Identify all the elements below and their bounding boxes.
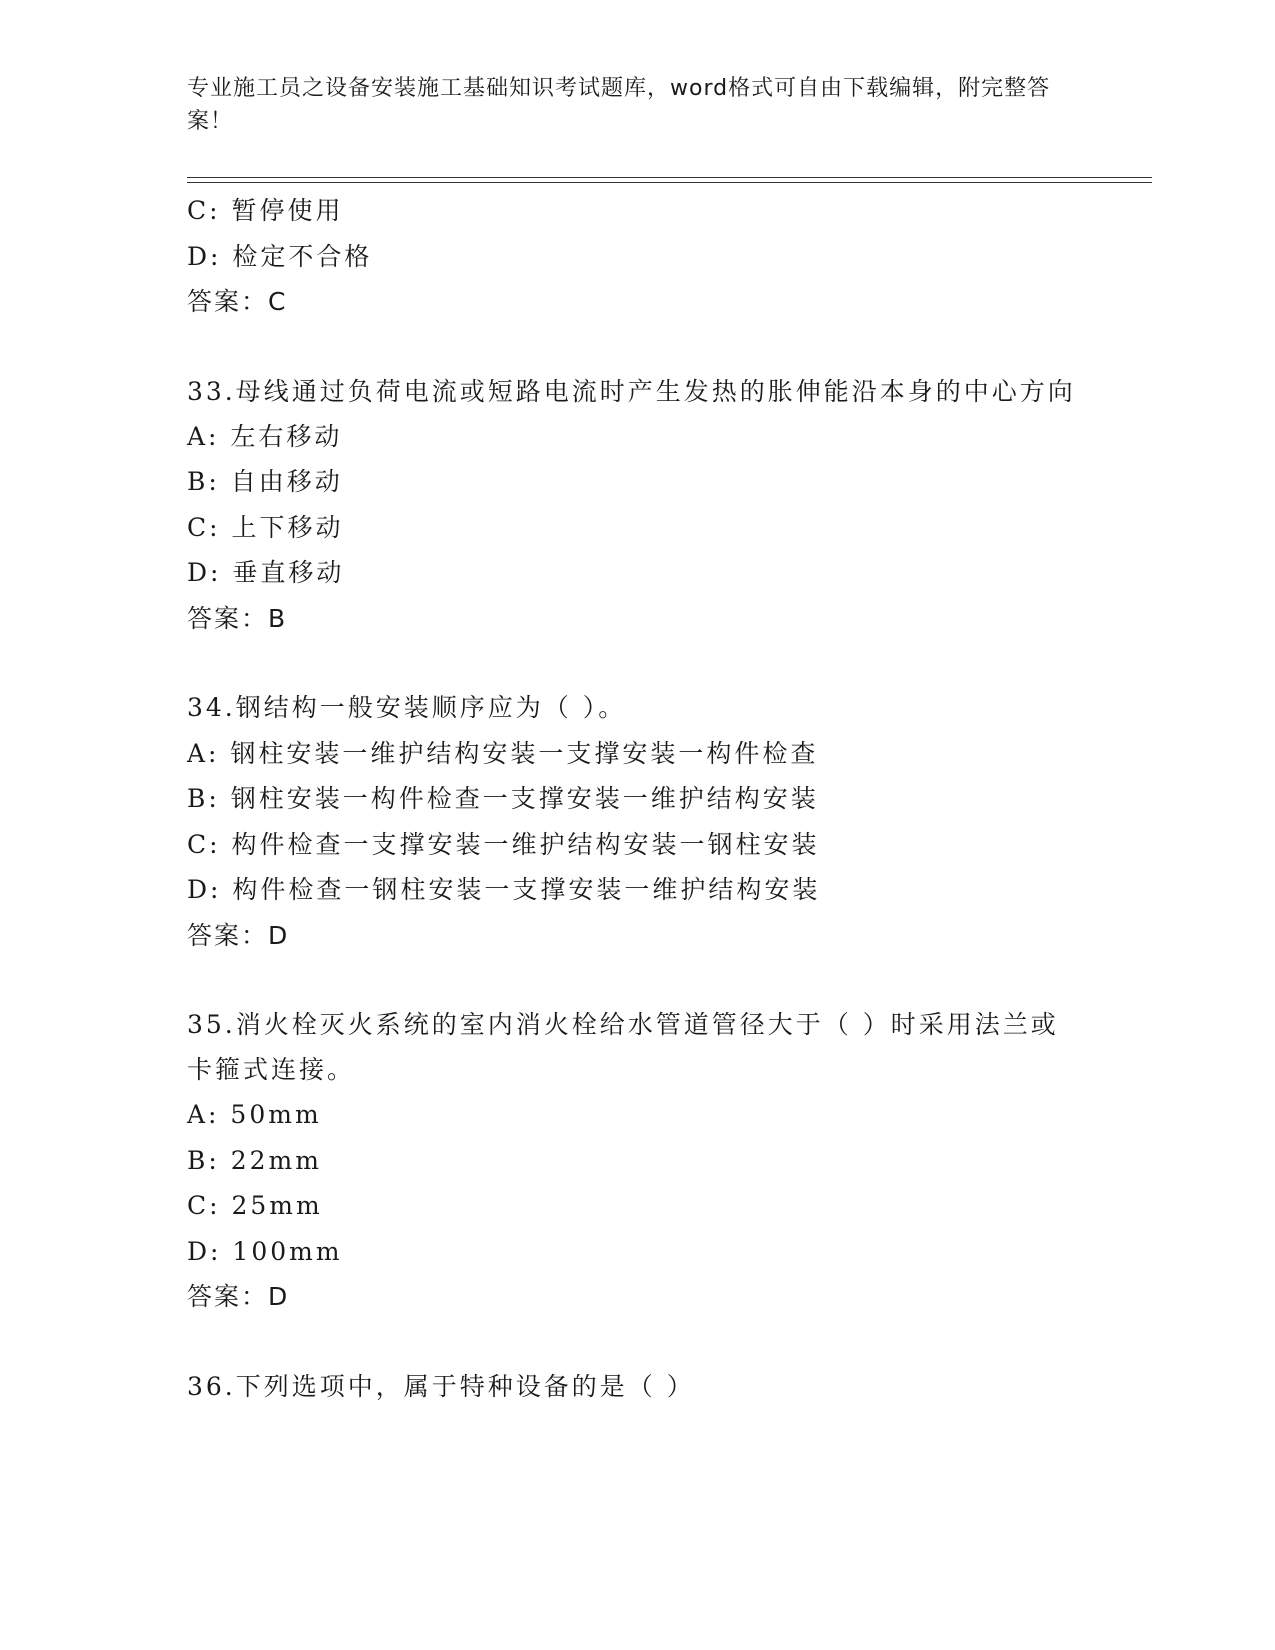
spacer [187,641,1087,685]
question-32 [187,188,1087,325]
question-35 [187,1002,1087,1320]
question-33 [187,369,1087,642]
question-36 [187,1364,1087,1410]
spacer [187,958,1087,1002]
option-d: D: 垂直移动 [187,558,345,587]
option-c: C: 暂停使用 [187,196,344,225]
question-text: 36.下列选项中，属于特种设备的是（ ） [187,1371,695,1401]
answer: 答案：D [187,1282,290,1311]
option-d: D: 检定不合格 [187,241,373,271]
answer: 答案：B [187,603,288,633]
option-c: C: 25mm [187,1191,323,1220]
option-a: A: 钢柱安装一维护结构安装一支撑安装一构件检查 [187,738,819,768]
question-34 [187,685,1087,958]
question-text: 33.母线通过负荷电流或短路电流时产生发热的胀伸能沿本身的中心方向 [187,376,1076,406]
option-d: D: 构件检查一钢柱安装一支撑安装一维护结构安装 [187,875,821,904]
answer: 答案：C [187,287,288,316]
question-text: 34.钢结构一般安装顺序应为（ ）。 [187,693,627,722]
page-header: 专业施工员之设备安装施工基础知识考试题库，word格式可自由下载编辑，附完整答案！ [187,76,1051,134]
option-b: B: 22mm [187,1145,322,1175]
spacer [187,325,1087,369]
option-c: C: 上下移动 [187,512,344,542]
option-a: A: 左右移动 [187,421,343,451]
question-text: 35.消火栓灭火系统的室内消火栓给水管道管径大于（ ）时采用法兰或卡箍式连接。 [187,1010,1059,1084]
option-a: A: 50mm [187,1100,322,1129]
option-b: B: 自由移动 [187,467,343,496]
question-list [187,188,1087,1409]
option-d: D: 100mm [187,1236,343,1266]
answer: 答案：D [187,920,290,950]
option-c: C: 构件检查一支撑安装一维护结构安装一钢柱安装 [187,829,820,859]
header-divider-bottom [187,182,1152,183]
spacer [187,1320,1087,1364]
header-divider-top [187,177,1152,178]
option-b: B: 钢柱安装一构件检查一支撑安装一维护结构安装 [187,784,819,813]
